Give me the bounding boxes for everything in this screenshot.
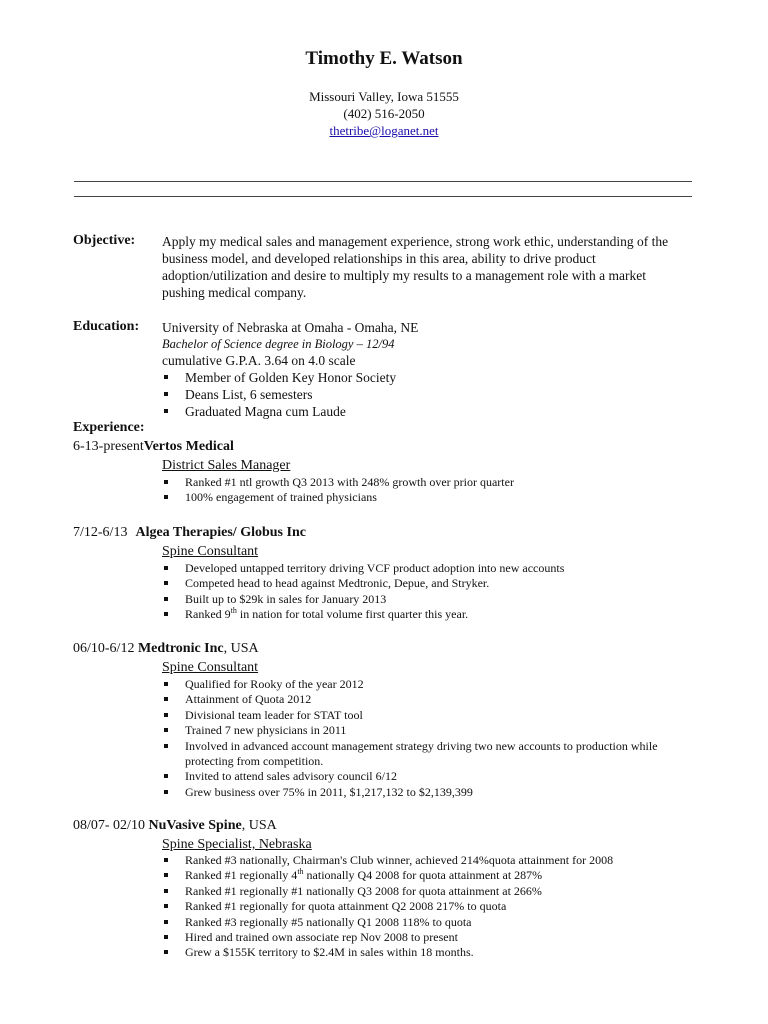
bullet-icon: [164, 858, 168, 862]
email-link[interactable]: thetribe@loganet.net: [329, 123, 439, 138]
bullet-icon: [164, 873, 168, 877]
phone: (402) 516-2050: [343, 106, 425, 121]
list-item: 100% engagement of trained physicians: [162, 490, 514, 505]
job-bullets: [162, 677, 658, 800]
list-item: Hired and trained own associate rep Nov 2008 to present: [162, 930, 613, 945]
list-item: Attainment of Quota 2012: [162, 692, 658, 707]
job-bullets: [162, 475, 514, 506]
bullet-icon: [164, 566, 168, 570]
list-item: Ranked #1 regionally #1 nationally Q3 2008 for quota attainment at 266%: [162, 884, 613, 899]
job-title: District Sales Manager: [162, 458, 291, 473]
list-item: Grew business over 75% in 2011, $1,217,132 to $2,139,399: [162, 785, 658, 800]
list-item: Ranked #3 nationally, Chairman's Club winner, achieved 214%quota attainment for 2008: [162, 853, 613, 868]
list-item: Trained 7 new physicians in 2011: [162, 723, 658, 738]
job-heading: 6-13-presentVertos Medical: [73, 439, 234, 454]
experience-label: Experience:: [73, 420, 145, 435]
list-item: Invited to attend sales advisory council 6/12: [162, 769, 658, 784]
job-bullets: [162, 561, 564, 623]
job-title: Spine Consultant: [162, 544, 259, 559]
bullet-icon: [164, 713, 168, 717]
bullet-icon: [164, 889, 168, 893]
bullet-icon: [164, 744, 168, 748]
job-heading: 06/10-6/12 Medtronic Inc, USA: [73, 641, 259, 656]
bullet-icon: [164, 935, 168, 939]
bullet-icon: [164, 904, 168, 908]
bullet-icon: [164, 728, 168, 732]
list-item: Competed head to head against Medtronic, Depue, and Stryker.: [162, 576, 564, 591]
bullet-icon: [164, 480, 168, 484]
bullet-icon: [164, 697, 168, 701]
list-item: Ranked #1 regionally for quota attainment Q2 2008 217% to quota: [162, 899, 613, 914]
list-item: Involved in advanced account management strategy driving two new accounts to production while protecting from competition.: [162, 739, 658, 770]
job-title: Spine Consultant: [162, 660, 259, 675]
list-item: Divisional team leader for STAT tool: [162, 708, 658, 723]
list-item: Ranked 9th in nation for total volume first quarter this year.: [162, 607, 564, 622]
list-item: Ranked #1 regionally 4th nationally Q4 2008 for quota attainment at 287%: [162, 868, 613, 883]
list-item: Developed untapped territory driving VCF product adoption into new accounts: [162, 561, 564, 576]
bullet-icon: [164, 495, 168, 499]
list-item: Deans List, 6 semesters: [162, 386, 396, 403]
bullet-icon: [164, 409, 168, 413]
resume-name: Timothy E. Watson: [305, 48, 463, 69]
bullet-icon: [164, 920, 168, 924]
bullet-icon: [164, 375, 168, 379]
bullet-icon: [164, 682, 168, 686]
education-school: University of Nebraska at Omaha - Omaha, NE: [162, 320, 419, 335]
objective-label: Objective:: [73, 233, 136, 248]
list-item: Member of Golden Key Honor Society: [162, 369, 396, 386]
education-gpa: cumulative G.P.A. 3.64 on 4.0 scale: [162, 353, 356, 368]
education-degree: Bachelor of Science degree in Biology – 12/94: [162, 337, 395, 351]
bullet-icon: [164, 612, 168, 616]
divider-line: [74, 196, 692, 197]
bullet-icon: [164, 950, 168, 954]
education-label: Education:: [73, 319, 140, 334]
job-heading: 08/07- 02/10 NuVasive Spine, USA: [73, 818, 277, 833]
bullet-icon: [164, 581, 168, 585]
education-list: [162, 369, 396, 420]
objective-text: Apply my medical sales and management experience, strong work ethic, understanding of the business model, and developed relationships in this area, ability to drive product adoption/utilization and desire to multiply my results to a management role with a market pushing medical company.: [162, 234, 669, 300]
bullet-icon: [164, 597, 168, 601]
bullet-icon: [164, 774, 168, 778]
divider-line: [74, 181, 692, 182]
list-item: Built up to $29k in sales for January 2013: [162, 592, 564, 607]
list-item: Qualified for Rooky of the year 2012: [162, 677, 658, 692]
list-item: Grew a $155K territory to $2.4M in sales within 18 months.: [162, 945, 613, 960]
list-item: Ranked #3 regionally #5 nationally Q1 2008 118% to quota: [162, 915, 613, 930]
list-item: Graduated Magna cum Laude: [162, 403, 396, 420]
list-item: Ranked #1 ntl growth Q3 2013 with 248% growth over prior quarter: [162, 475, 514, 490]
bullet-icon: [164, 790, 168, 794]
address: Missouri Valley, Iowa 51555: [309, 89, 459, 104]
job-title: Spine Specialist, Nebraska: [162, 837, 312, 852]
bullet-icon: [164, 392, 168, 396]
job-bullets: [162, 853, 613, 961]
job-heading: 7/12-6/13 Algea Therapies/ Globus Inc: [73, 525, 306, 540]
